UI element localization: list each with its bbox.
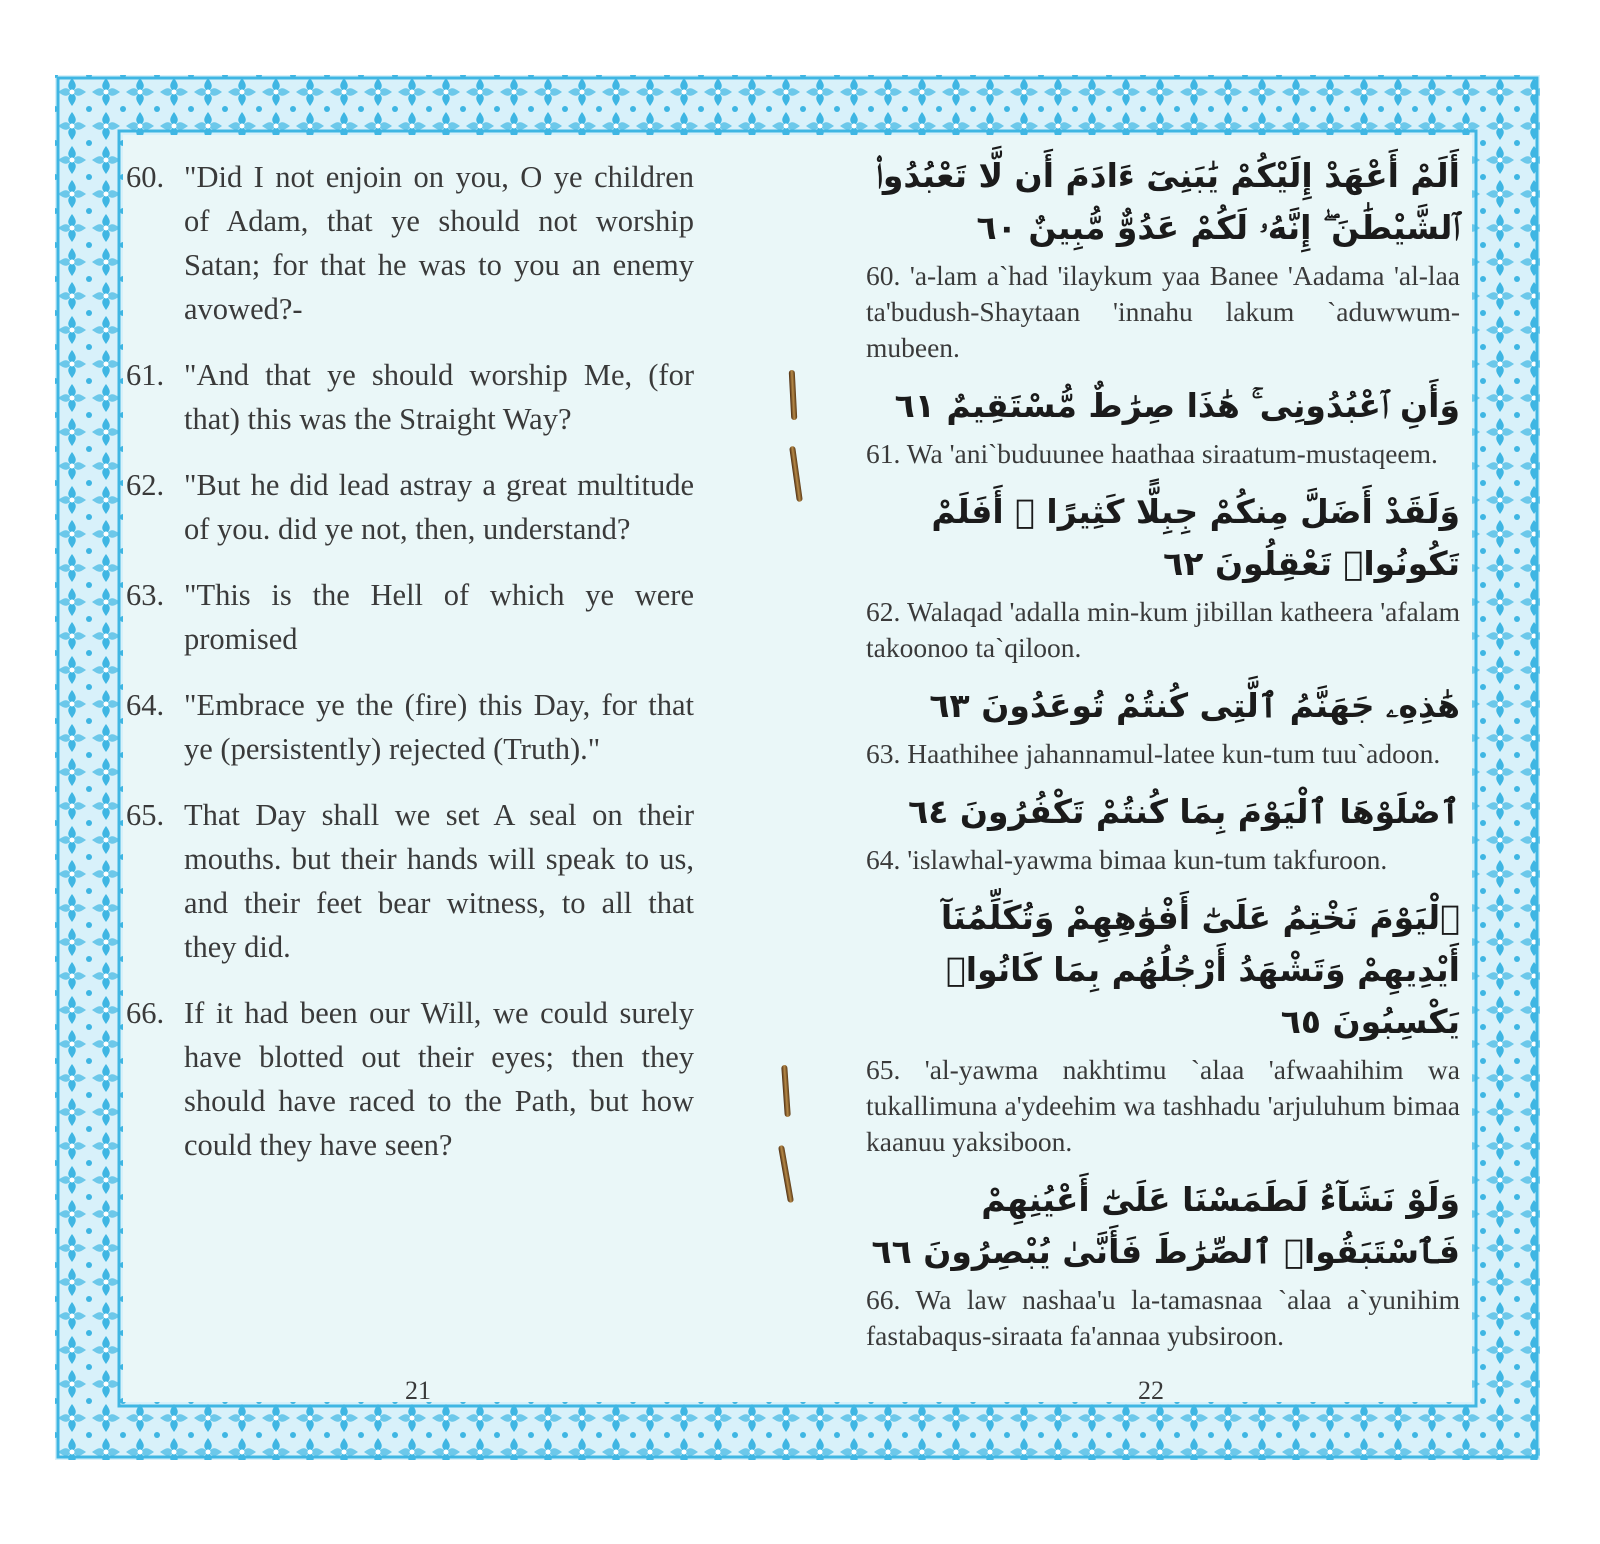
verse-text: "But he did lead astray a great multitude of you. did ye not, then, understand? [184, 468, 694, 546]
verse-text: "Embrace ye the (fire) this Day, for that ye (persistently) rejected (Truth)." [184, 688, 694, 766]
verse-number: 60. [126, 160, 165, 194]
left-page-translation [126, 155, 694, 1189]
translation-verse [126, 353, 694, 441]
transliteration: 61. Wa 'ani`buduunee haathaa siraatum-mustaqeem. [866, 438, 1438, 469]
verse-number: 64. [126, 688, 165, 722]
transliteration: 63. Haathihee jahannamul-latee kun-tum tuu`adoon. [866, 738, 1441, 769]
arabic-verse: ٱصْلَوْهَا ٱلْيَوْمَ بِمَا كُنتُمْ تَكْفُرُونَ ٦٤ [908, 792, 1460, 831]
arabic-verse: هَٰذِهِۦ جَهَنَّمُ ٱلَّتِى كُنتُمْ تُوعَدُونَ ٦٣ [929, 686, 1460, 725]
arabic-verse: أَلَمْ أَعْهَدْ إِلَيْكُمْ يَٰبَنِىٓ ءَادَمَ أَن لَّا تَعْبُدُوا۟ ٱلشَّيْطَٰنَ ۖ إِنَّهُۥ لَكُمْ عَدُوٌّ مُّبِينٌ ٦٠ [875, 156, 1460, 247]
verse-number: 65. [126, 798, 165, 832]
verse-text: That Day shall we set A seal on their mouths. but their hands will speak to us, and their feet bear witness, to all that they did. [184, 798, 694, 964]
verse-text: "Did I not enjoin on you, O ye children of Adam, that ye should not worship Satan; for that he was to you an enemy avowed?- [184, 160, 694, 326]
arabic-verse: وَلَوْ نَشَآءُ لَطَمَسْنَا عَلَىٰٓ أَعْيُنِهِمْ فَٱسْتَبَقُوا۟ ٱلصِّرَٰطَ فَأَنَّىٰ يُبْصِرُونَ ٦٦ [871, 1180, 1460, 1271]
translation-verse [126, 573, 694, 661]
left-page-number: 21 [405, 1376, 431, 1405]
verse-text: If it had been our Will, we could surely have blotted out their eyes; then they should have raced to the Path, but how could they have seen? [184, 996, 694, 1162]
transliteration: 64. 'islawhal-yawma bimaa kun-tum takfuroon. [866, 844, 1388, 875]
verse-number: 62. [126, 468, 165, 502]
arabic-verse: وَأَنِ ٱعْبُدُونِى ۚ هَٰذَا صِرَٰطٌ مُّسْتَقِيمٌ ٦١ [894, 386, 1460, 425]
arabic-verse: وَلَقَدْ أَضَلَّ مِنكُمْ جِبِلًّا كَثِيرًا ۖ أَفَلَمْ تَكُونُوا۟ تَعْقِلُونَ ٦٢ [931, 492, 1460, 583]
transliteration: 60. 'a-lam a`had 'ilaykum yaa Banee 'Aadama 'al-laa ta'budush-Shaytaan 'innahu lakum `aduwwum-mubeen. [866, 260, 1460, 363]
right-page-number: 22 [1138, 1376, 1164, 1405]
translation-verse [126, 683, 694, 771]
verse-number: 63. [126, 578, 165, 612]
transliteration: 66. Wa law nashaa'u la-tamasnaa `alaa a`yunihim fastabaqus-siraata fa'annaa yubsiroon. [866, 1284, 1460, 1351]
translation-verse [126, 793, 694, 969]
verse-text: "And that ye should worship Me, (for that) this was the Straight Way? [184, 358, 694, 436]
verse-number: 66. [126, 996, 165, 1030]
transliteration: 62. Walaqad 'adalla min-kum jibillan katheera 'afalam takoonoo ta`qiloon. [866, 596, 1460, 663]
right-page-arabic [866, 150, 1460, 1368]
verse-number: 61. [126, 358, 165, 392]
translation-verse [126, 463, 694, 551]
transliteration: 65. 'al-yawma nakhtimu `alaa 'afwaahihim wa tukallimuna a'ydeehim wa tashhadu 'arjuluhum bimaa kaanuu yaksiboon. [866, 1054, 1460, 1157]
arabic-verse: ٱلْيَوْمَ نَخْتِمُ عَلَىٰٓ أَفْوَٰهِهِمْ وَتُكَلِّمُنَآ أَيْدِيهِمْ وَتَشْهَدُ أَرْجُلُهُم بِمَا كَانُوا۟ يَكْسِبُونَ ٦٥ [940, 898, 1460, 1041]
translation-verse [126, 991, 694, 1167]
translation-verse [126, 155, 694, 331]
verse-text: "This is the Hell of which ye were promised [184, 578, 694, 656]
